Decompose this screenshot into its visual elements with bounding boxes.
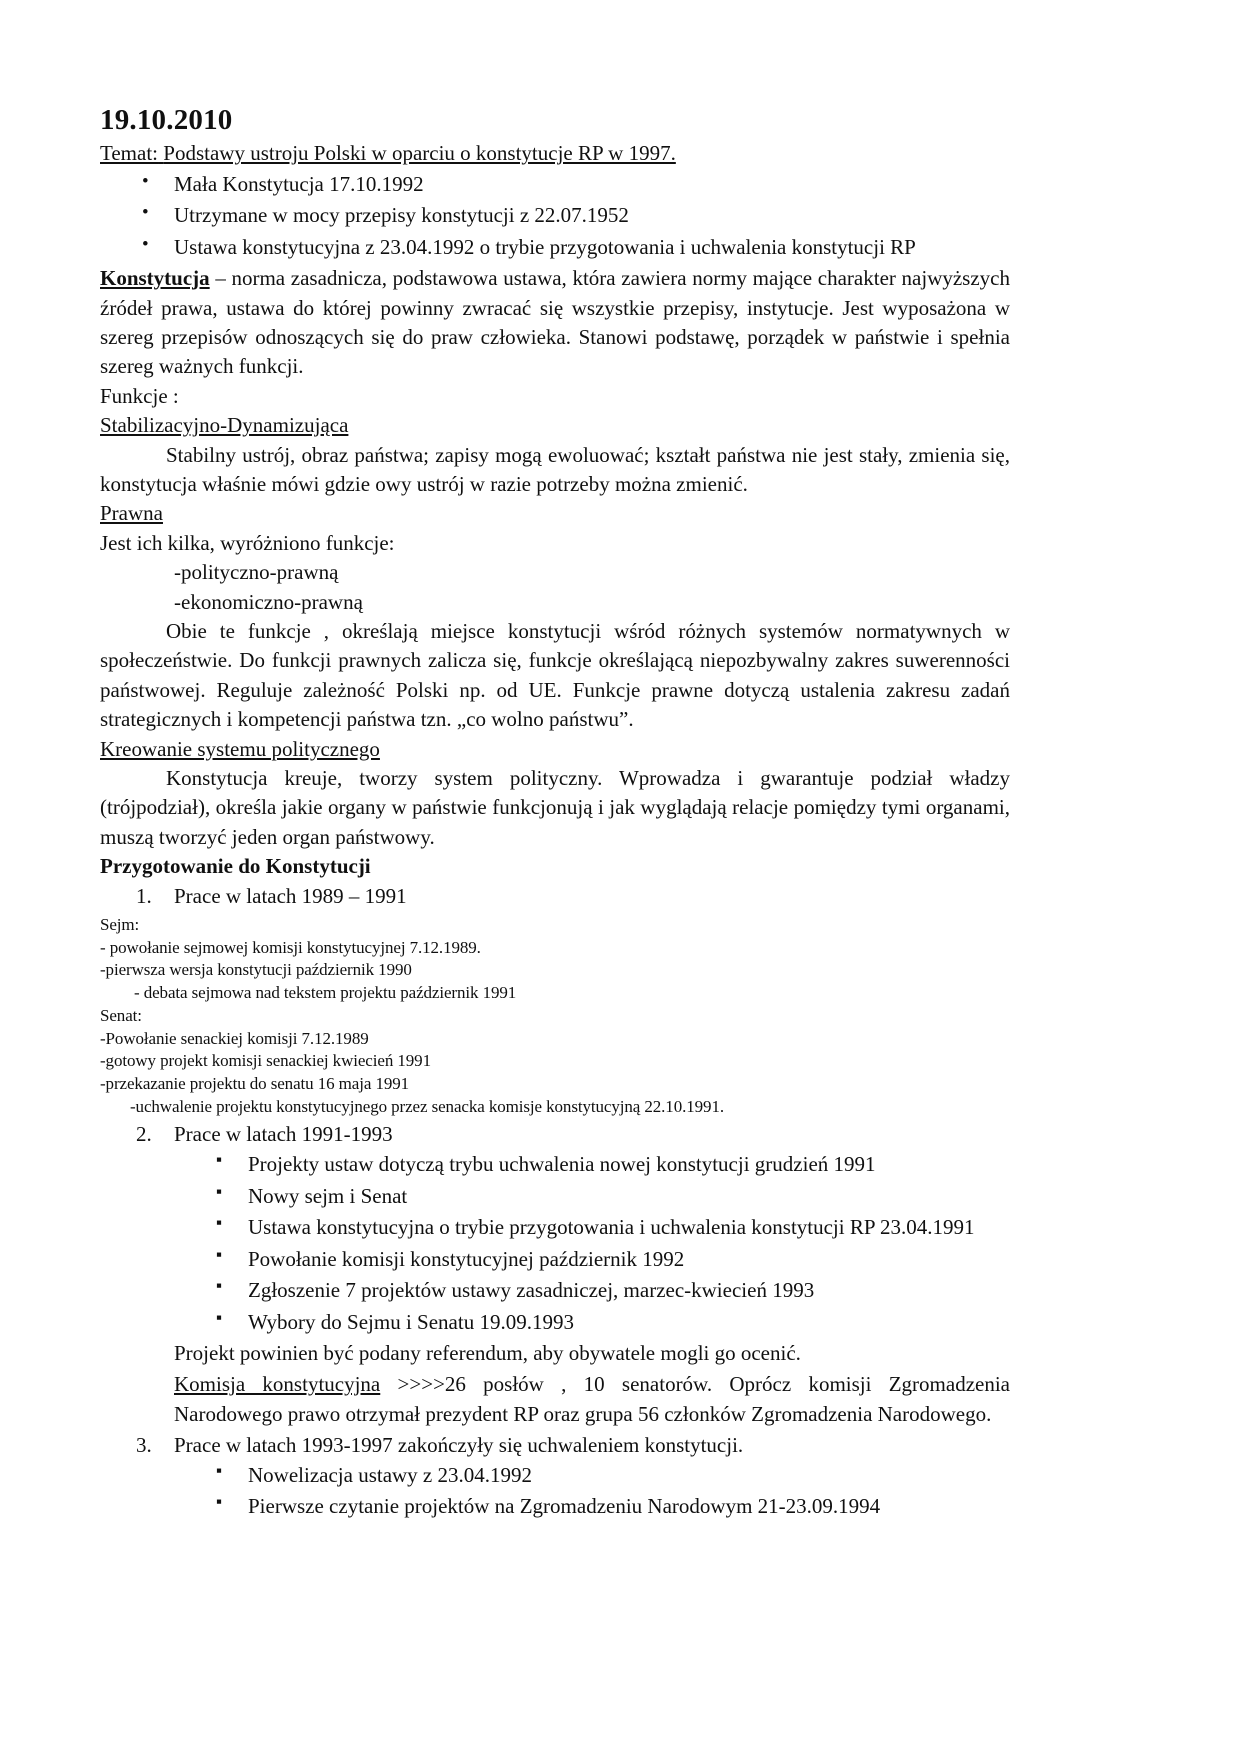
list-item [100,1430,1010,1460]
senat-label: Senat: [100,1005,142,1025]
item-number: 2. [136,1121,152,1146]
item-text: Prace w latach 1991-1993 [174,1121,393,1146]
list-item: ▪ Ustawa konstytucyjna o trybie przygotowania i uchwalenia konstytucji RP 23.04.1991 [100,1212,1010,1244]
commission-text: >>>>26 posłów , 10 senatorów. Oprócz komisji Zgromadzenia Narodowego prawo otrzymał prezydent RP oraz grupa 56 członków Zgromadzenia Narodowego. [174,1371,1011,1427]
preparation-item-3 [100,1430,1010,1460]
intro-bullet-list [100,169,1010,265]
list-item: ▪ Projekty ustaw dotyczą trybu uchwalenia nowej konstytucji grudzień 1991 [100,1149,1010,1181]
item-number: 3. [136,1432,152,1457]
item-text: Prace w latach 1989 – 1991 [174,884,407,909]
definition-text: – norma zasadnicza, podstawowa ustawa, która zawiera normy mające charakter najwyższych źródeł prawa, ustawa do której powinny zwracać się wszystkie przepisy, instytucje. Jest wyposażona w szereg przepisów odnoszących się do praw człowieka. Stanowi podstawę, porządek w państwie i spełnia szereg ważnych funkcji. [100,266,1010,379]
commission-term: Komisja konstytucyjna [174,1371,381,1396]
list-item: ▪ Powołanie komisji konstytucyjnej październik 1992 [100,1244,1010,1276]
legal-lead: Jest ich kilka, wyróżniono funkcje: [100,530,395,555]
list-item: • Ustawa konstytucyjna z 23.04.1992 o trybie przygotowania i uchwalenia konstytucji RP [100,232,1010,264]
stabilizing-paragraph: Stabilny ustrój, obraz państwa; zapisy mogą ewoluować; kształt państwa nie jest stały, zmienia się, konstytucja właśnie mówi gdzie owy ustrój w razie potrzeby można zmienić. [100,442,1010,496]
list-item: • Utrzymane w mocy przepisy konstytucji z 22.07.1952 [100,200,1010,232]
list-item: ▪ Nowelizacja ustawy z 23.04.1992 [100,1460,1010,1492]
list-item: • Mała Konstytucja 17.10.1992 [100,169,1010,201]
functions-label: Funkcje : [100,383,179,408]
list-item: ▪ Wybory do Sejmu i Senatu 19.09.1993 [100,1307,1010,1339]
definition-paragraph [100,264,1010,382]
section-heading-political-text: Kreowanie systemu politycznego [100,736,380,761]
list-item: ▪ Pierwsze czytanie projektów na Zgromadzeniu Narodowym 21-23.09.1994 [100,1491,1010,1523]
section-heading-stabilizing-text: Stabilizacyjno-Dynamizująca [100,413,349,438]
list-item: ▪ Zgłoszenie 7 projektów ustawy zasadniczej, marzec-kwiecień 1993 [100,1275,1010,1307]
topic-line [100,141,1010,166]
preparation-heading-text: Przygotowanie do Konstytucji [100,854,371,879]
topic-label: Temat: [100,141,159,166]
section-heading-stabilizing [100,411,1010,440]
preparation-heading [100,852,1010,881]
sejm-line-1: - powołanie sejmowej komisji konstytucyjnej 7.12.1989. [100,937,481,957]
list-item: ▪ Nowy sejm i Senat [100,1181,1010,1213]
preparation-item-1 [100,881,1010,911]
senat-line-3: -przekazanie projektu do senatu 16 maja 1991 [100,1074,410,1094]
senat-line-indented: -uchwalenie projektu konstytucyjnego przez senacka komisje konstytucyjną 22.10.1991. [130,1097,724,1117]
senat-line-2: -gotowy projekt komisji senackiej kwiecień 1991 [100,1051,431,1071]
section-heading-legal [100,499,1010,528]
sejm-line-indented: - debata sejmowa nad tekstem projektu październik 1991 [134,983,517,1003]
preparation-item-2 [100,1119,1010,1149]
preparation-item-2-bullets [100,1149,1010,1338]
senat-line-1: -Powołanie senackiej komisji 7.12.1989 [100,1028,369,1048]
definition-term: Konstytucja [100,266,210,291]
list-item [100,881,1010,911]
document-content [100,104,1010,1523]
date-heading: 19.10.2010 [100,104,233,136]
legal-paragraph: Obie te funkcje , określają miejsce konstytucji wśród różnych systemów normatywnych w społeczeństwie. Do funkcji prawnych zalicza się, funkcje określającą niepozbywalny zakres suwerenności państwowej. Reguluje zależność Polski np. od UE. Funkcje prawne dotyczą ustalenia zakresu zadań strategicznych i kompetencji państwa tzn. „co wolno państwu”. [100,618,1010,732]
legal-item-economic: -ekonomiczno-prawną [174,589,363,614]
topic-text: Podstawy ustroju Polski w oparciu o konstytucje RP w 1997. [163,141,676,166]
item-number: 1. [136,884,152,909]
section-heading-political [100,735,1010,764]
list-item [100,1119,1010,1149]
sejm-line-2: -pierwsza wersja konstytucji październik 1990 [100,960,412,980]
preparation-item-3-bullets [100,1460,1010,1523]
legal-item-political: -polityczno-prawną [174,560,339,585]
sejm-label: Sejm: [100,914,140,934]
commission-paragraph [100,1369,1010,1430]
referendum-text: Projekt powinien być podany referendum, aby obywatele mogli go ocenić. [174,1341,801,1366]
political-paragraph: Konstytucja kreuje, tworzy system polityczny. Wprowadza i gwarantuje podział władzy (trójpodział), określa jakie organy w państwie funkcjonują i jak wyglądają relacje pomiędzy tymi organami, muszą tworzyć jeden organ państwowy. [100,765,1010,849]
sejm-senat-block [100,914,1010,1119]
item-text: Prace w latach 1993-1997 zakończyły się uchwaleniem konstytucji. [174,1432,744,1457]
section-heading-legal-text: Prawna [100,501,163,526]
